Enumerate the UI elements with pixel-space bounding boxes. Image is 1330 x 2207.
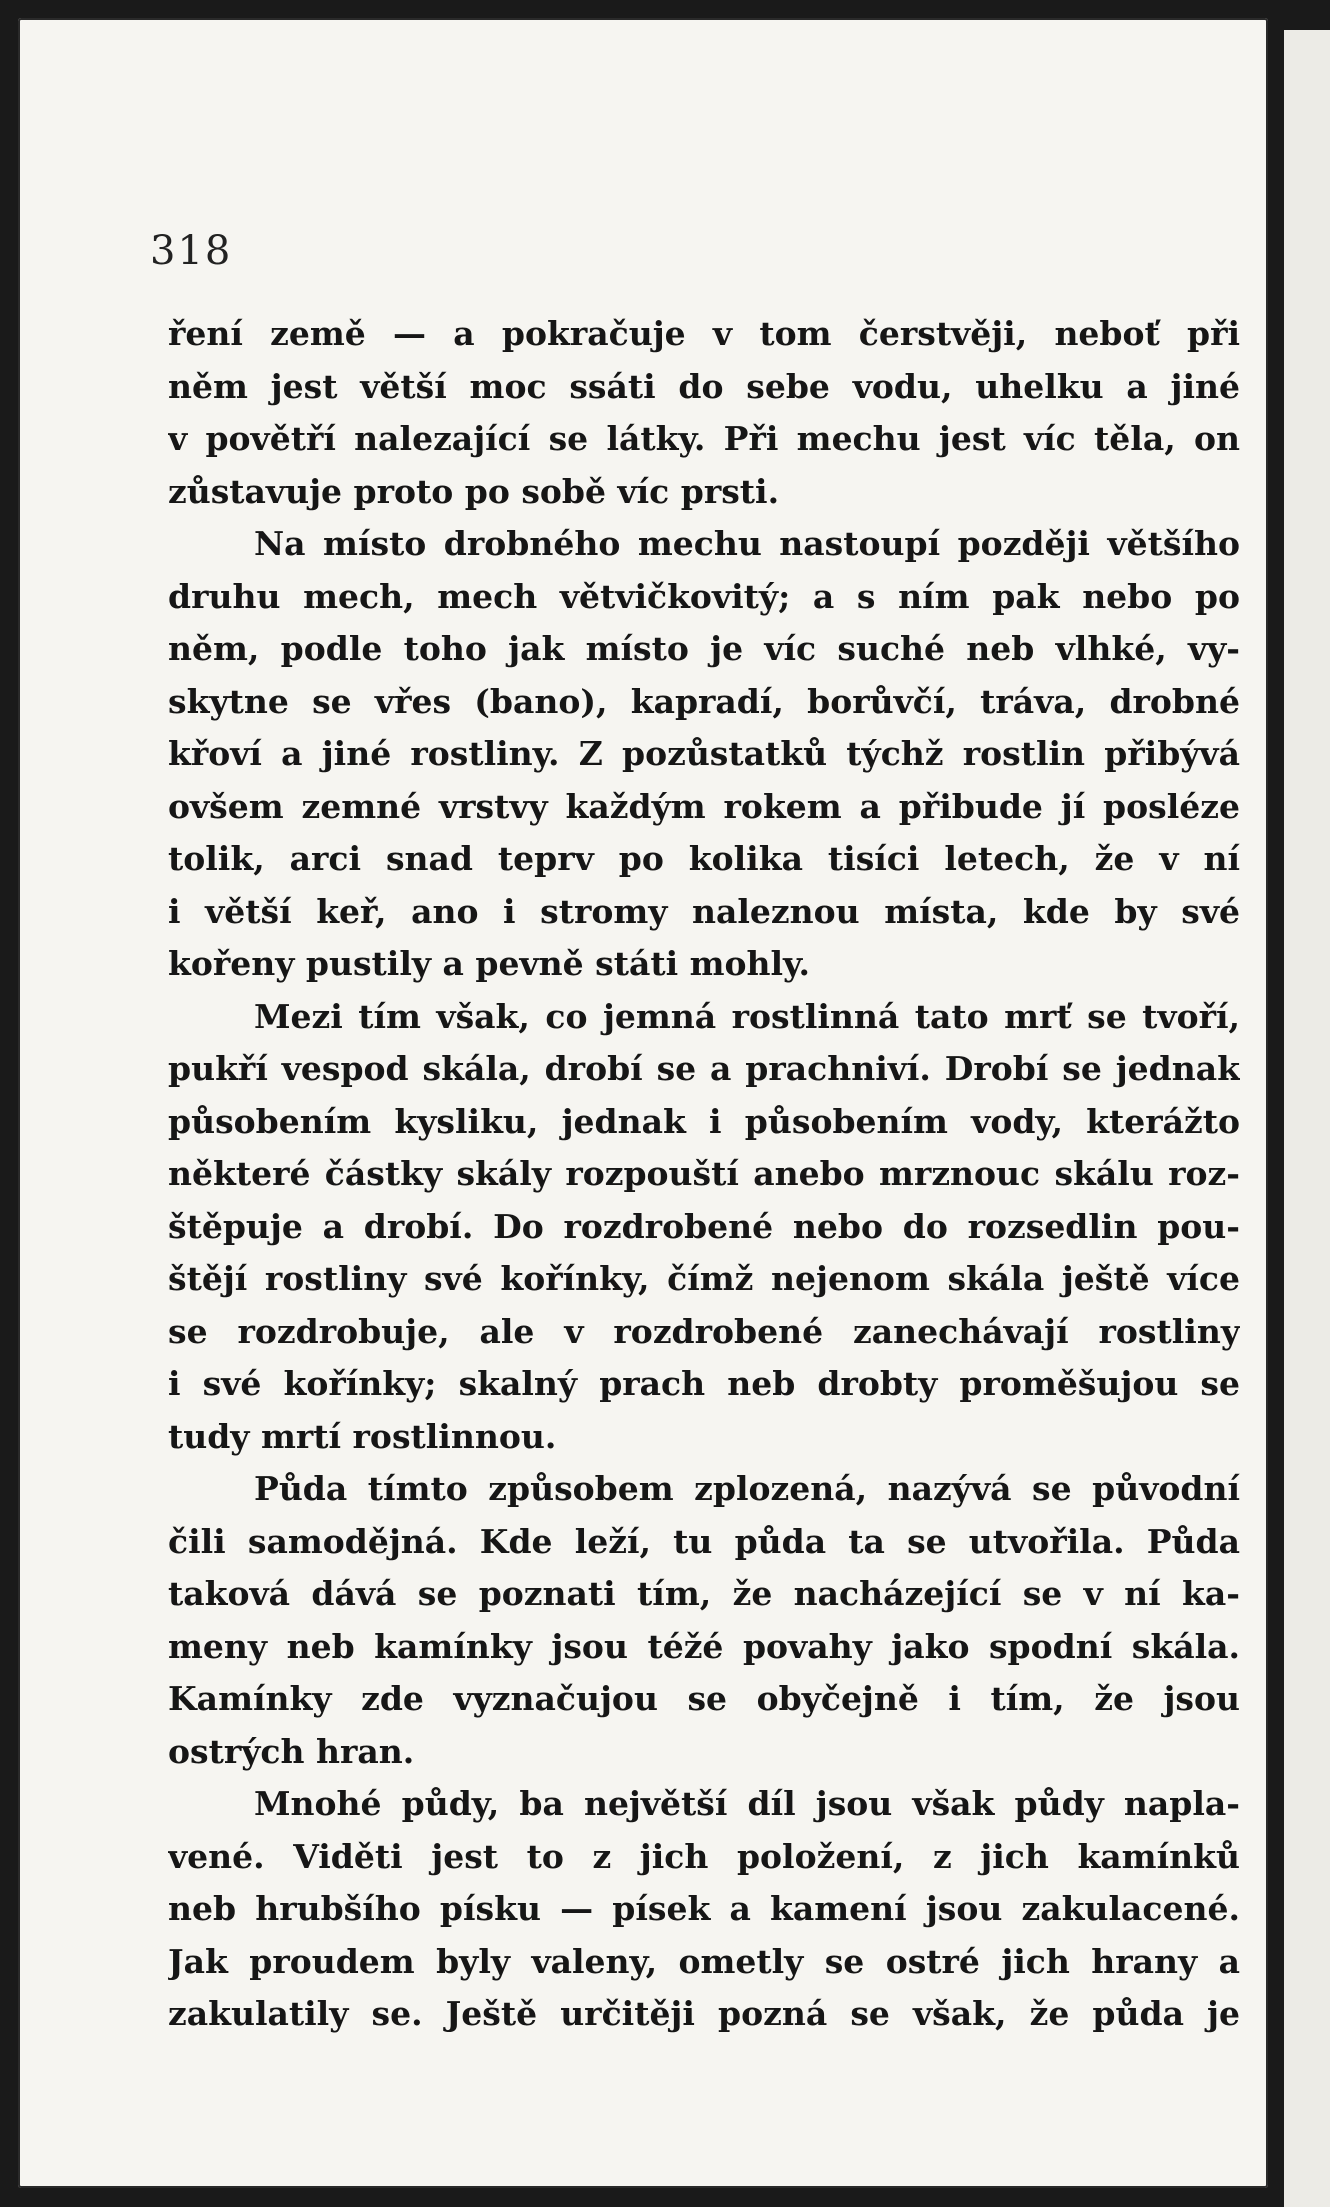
text-line: Mezi tím však, co jemná rostlinná tato mrť se tvoří, bbox=[254, 996, 1240, 1036]
text-line: zůstavuje proto po sobě víc prsti. bbox=[168, 471, 780, 511]
text-line: Mnohé půdy, ba největší díl jsou však půdy napla- bbox=[254, 1784, 1240, 1823]
text-line: druhu mech, mech větvičkovitý; a s ním pak nebo po bbox=[168, 576, 1240, 616]
text-line: tudy mrtí rostlinnou. bbox=[168, 1416, 557, 1456]
text-line: Na místo drobného mechu nastoupí později většího bbox=[254, 524, 1240, 563]
text-line: kořeny pustily a pevně státi mohly. bbox=[168, 944, 810, 983]
text-line: zakulatily se. Ještě určitěji pozná se však, že půda je bbox=[168, 1994, 1240, 2033]
text-line: Jak proudem byly valeny, ometly se ostré jich hrany a bbox=[168, 1941, 1240, 1981]
text-line: vené. Viděti jest to z jich položení, z jich kamínků bbox=[168, 1836, 1240, 1876]
text-line: skytne se vřes (bano), kapradí, borůvčí, tráva, drobné bbox=[168, 681, 1240, 721]
text-line: ovšem zemné vrstvy každým rokem a přibude jí posléze bbox=[168, 786, 1240, 826]
adjacent-page-edge bbox=[1284, 30, 1330, 2207]
text-line: se rozdrobuje, ale v rozdrobené zanechávají rostliny bbox=[168, 1311, 1240, 1351]
text-line: neb hrubšího písku — písek a kamení jsou zakulacené. bbox=[168, 1889, 1240, 1928]
text-line: pukří vespod skála, drobí se a prachniví. Drobí se jednak bbox=[168, 1049, 1240, 1088]
text-line: ostrých hran. bbox=[168, 1731, 415, 1771]
text-line: působením kysliku, jednak i působením vody, kterážto bbox=[168, 1101, 1240, 1141]
text-line: Kamínky zde vyznačujou se obyčejně i tím, že jsou bbox=[168, 1679, 1240, 1718]
text-line: něm, podle toho jak místo je víc suché neb vlhké, vy- bbox=[168, 629, 1240, 668]
text-line: i své kořínky; skalný prach neb drobty proměšujou se bbox=[168, 1364, 1240, 1403]
text-line: štějí rostliny své kořínky, čímž nejenom skála ještě více bbox=[168, 1259, 1240, 1298]
text-line: taková dává se poznati tím, že nacházející se v ní ka- bbox=[168, 1574, 1240, 1613]
text-line: tolik, arci snad teprv po kolika tisíci letech, že v ní bbox=[168, 839, 1240, 878]
text-line: Půda tímto způsobem zplozená, nazývá se původní bbox=[254, 1469, 1240, 1508]
text-line: něm jest větší moc ssáti do sebe vodu, uhelku a jiné bbox=[168, 366, 1240, 406]
page-number: 318 bbox=[150, 228, 233, 274]
text-line: křoví a jiné rostliny. Z pozůstatků týchž rostlin přibývá bbox=[168, 734, 1240, 773]
text-line: štěpuje a drobí. Do rozdrobené nebo do rozsedlin pou- bbox=[168, 1206, 1240, 1246]
page-body-text bbox=[168, 308, 1240, 2041]
text-line: i větší keř, ano i stromy naleznou místa, kde by své bbox=[168, 891, 1240, 931]
text-line: čili samodějná. Kde leží, tu půda ta se utvořila. Půda bbox=[168, 1521, 1240, 1561]
text-line: některé částky skály rozpouští anebo mrznouc skálu roz- bbox=[168, 1154, 1240, 1193]
text-line: ření země — a pokračuje v tom čerstvěji, neboť při bbox=[168, 314, 1240, 353]
text-line: meny neb kamínky jsou téžé povahy jako spodní skála. bbox=[168, 1626, 1240, 1666]
text-line: v povětří nalezající se látky. Při mechu jest víc těla, on bbox=[168, 419, 1240, 458]
